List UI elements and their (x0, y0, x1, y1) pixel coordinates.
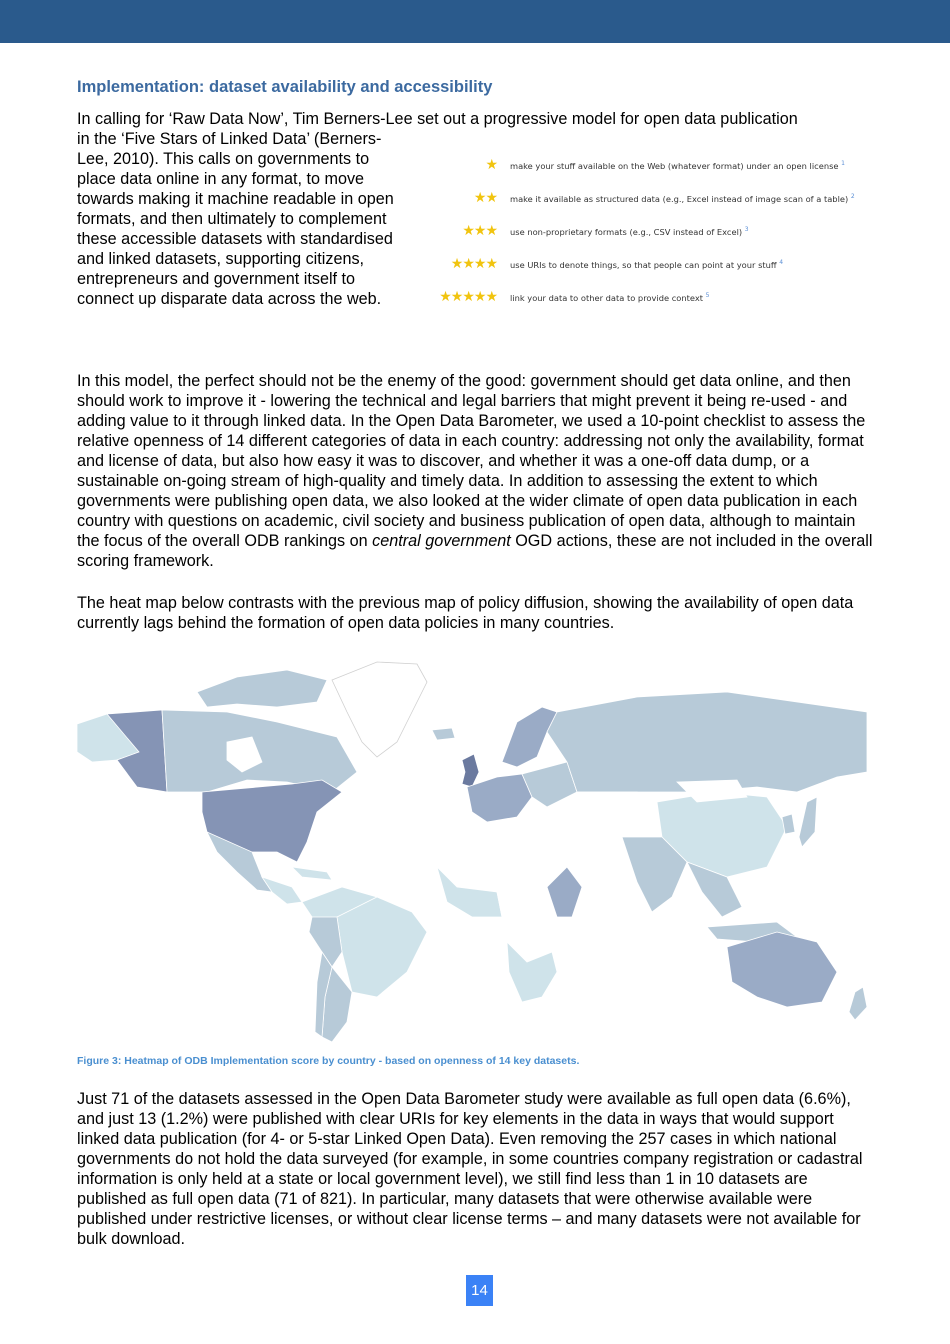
star-text: make it available as structured data (e.g., Excel instead of image scan of a table) (510, 193, 849, 204)
star-row-3 (420, 221, 749, 241)
region-brazil (337, 897, 427, 997)
region-eastern-europe (522, 762, 577, 807)
model-paragraph-tail: OGD actions, these are not included in the overall scoring framework. (77, 532, 873, 570)
star-icon: ★★★★★ (439, 289, 497, 305)
star-row-5 (420, 287, 709, 307)
star-description (510, 160, 845, 171)
star-text: use URIs to denote things, so that people can point at your stuff (510, 259, 777, 270)
star-text: use non-proprietary formats (e.g., CSV instead of Excel) (510, 226, 743, 237)
results-paragraph: Just 71 of the datasets assessed in the Open Data Barometer study were available as full open data (6.6%), and just 13 (1.2%) were published with clear URIs for key elements in the data in ways that would support linked data publication (for 4- or 5-star Linked Open Data). Even removing the 257 cases in which national governments do not hold the data surveyed (for example, in some countries company registration or cadastral information is only held at a state or local government level), we still find less than 1 in 10 datasets are published as full open data (71 of 821). In particular, many datasets that were otherwise available were published under restrictive licenses, or without clear license terms – and many datasets were not available for bulk download. (77, 1090, 863, 1248)
region-canada-east (162, 710, 357, 792)
star-ref: 3 (744, 225, 749, 233)
region-scandinavia (502, 707, 557, 767)
region-central-africa (497, 887, 557, 962)
star-icon: ★★★★ (450, 256, 497, 272)
region-japan (799, 797, 817, 847)
intro-paragraph-wrapped: in the ‘Five Stars of Linked Data’ (Berners-Lee, 2010). This calls on governments to place data online in any format, to move towards making it machine readable in open formats, and then ultimately to complement these accessible datasets with standardised and linked datasets, supporting citizens, entrepreneurs and government itself to connect up disparate data across the web. (77, 130, 394, 308)
intro-paragraph-line: In calling for ‘Raw Data Now’, Tim Berners-Lee set out a progressive model for open data publication (77, 110, 798, 128)
region-caribbean (292, 867, 332, 880)
heatmap-intro-paragraph: The heat map below contrasts with the previous map of policy diffusion, showing the availability of open data currently lags behind the formation of open data policies in many countries. (77, 594, 854, 632)
region-north-africa (437, 822, 567, 892)
star-text: make your stuff available on the Web (whatever format) under an open license (510, 160, 839, 171)
region-iceland (432, 728, 455, 740)
star-description (510, 226, 749, 237)
star-row-2 (420, 188, 855, 208)
star-icon: ★ (485, 157, 497, 173)
star-ref: 4 (779, 258, 784, 266)
star-ref: 5 (705, 291, 710, 299)
star-text: link your data to other data to provide context (510, 292, 703, 303)
star-icon: ★★ (473, 190, 497, 206)
region-russia (547, 692, 867, 792)
star-description (510, 193, 855, 204)
region-australia (727, 932, 837, 1007)
star-icon: ★★★ (462, 223, 497, 239)
header-bar (0, 0, 950, 43)
figure-caption: Figure 3: Heatmap of ODB Implementation score by country - based on openness of 14 key datasets. (77, 1055, 580, 1067)
world-heatmap (77, 652, 872, 1047)
model-paragraph-emphasis: central government (372, 532, 511, 550)
star-ref: 2 (850, 192, 855, 200)
region-new-zealand (849, 987, 867, 1020)
model-paragraph (77, 371, 877, 571)
region-arctic-canada (197, 670, 327, 707)
section-title: Implementation: dataset availability and accessibility (77, 78, 493, 96)
star-ref: 1 (841, 159, 845, 167)
region-greenland (332, 662, 427, 757)
star-description (510, 292, 709, 303)
region-uk (462, 754, 479, 787)
page-number: 14 (466, 1275, 493, 1306)
star-row-4 (420, 254, 783, 274)
star-description (510, 259, 783, 270)
star-row-1 (420, 155, 845, 175)
region-madagascar (572, 947, 582, 982)
region-western-europe (467, 774, 532, 822)
model-paragraph-text: In this model, the perfect should not be the enemy of the good: government should get data online, and then should work to improve it - lowering the technical and legal barriers that might prevent it being re-used - and adding value to it through linked data. In the Open Data Barometer, we used a 10-point checklist to assess the relative openness of 14 different categories of data in each country: addressing not only the availability, format and license of data, but also how easy it was to discover, and whether it was a one-off data dump, or a sustainable on-going stream of high-quality and timely data. In addition to assessing the extent to which governments were publishing open data, we also looked at the wider climate of open data publication in each country with questions on academic, civil society and business publication of open data, although to maintain the focus of the overall ODB rankings on (77, 372, 866, 550)
